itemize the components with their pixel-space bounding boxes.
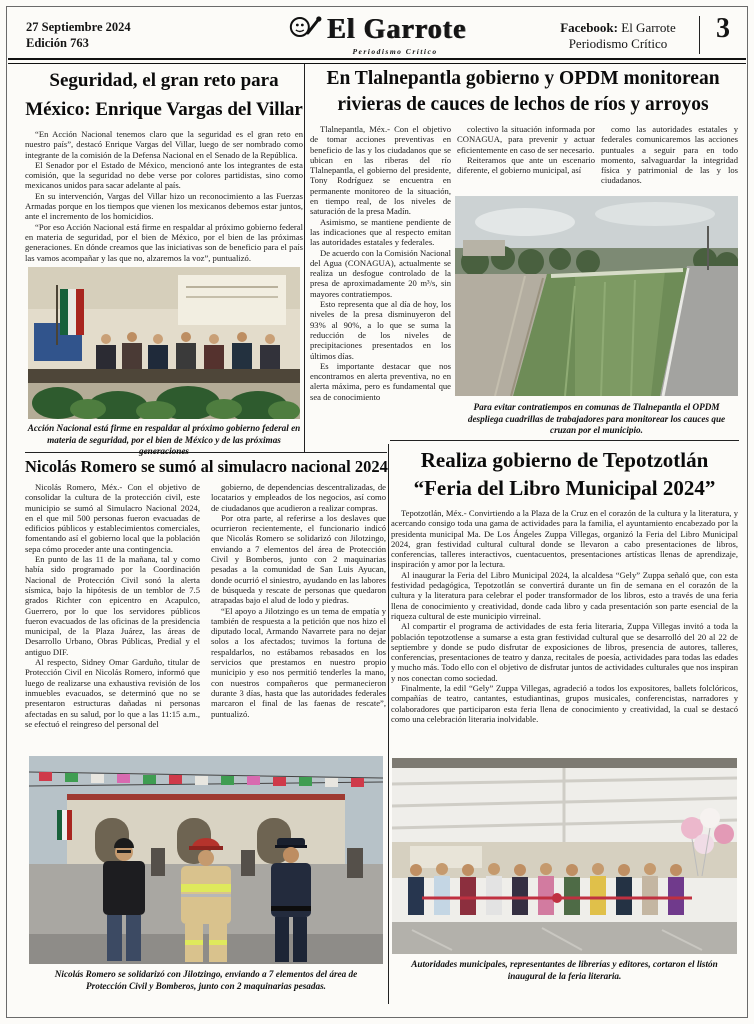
facebook-label: Facebook:	[560, 20, 618, 35]
seguridad-photo-caption: Acción Nacional está firme en respaldar al próximo gobierno federal en materia de seguridad, por el bien de México y de las próximas generaciones	[27, 423, 301, 457]
firefighters-photo-caption: Nicolás Romero se solidarizó con Jilotzingo, enviando a 7 elementos del área de Protección Civil y Bomberos, junto con 2 maquinarias pesadas.	[54, 969, 358, 991]
paragraph: Al respecto, Sidney Omar Garduño, titular de Protección Civil en Nicolás Romero, informó que luego de realizarse una exhaustiva revisión de los inmuebles evacuados, se determinó que no se presentaron estructuras dañadas ni personas afectadas en su salud, por lo que a las 11:15 a.m., se efectuó el reingreso del personal del	[25, 657, 200, 729]
article-nicolas-romero	[25, 456, 387, 992]
paragraph: Esto representa que al día de hoy, los niveles de la presa disminuyeron del 93% al 90%, a lo que se suma la reducción de los niveles de precipitaciones presentados en los últimos días.	[310, 299, 451, 361]
paragraph: De acuerdo con la Comisión Nacional del Agua (CONAGUA), actualmente se realiza un desfogue controlado de la presa de aproximadamente 20 m³/s, sin mayores contratiempos.	[310, 247, 451, 299]
article-tepotzotlan-body	[391, 508, 738, 754]
river-photo-caption: Para evitar contratiempos en comunas de Tlalnepantla el OPDM despliega cuadrillas de trabajadores para monitorear los cauces que cruzan por el municipio.	[467, 402, 726, 436]
paragraph: Tlalnepantla, Méx.- Con el objetivo de tomar acciones preventivas en beneficio de las y los ciudadanos que se ubican en las riberas del río Tlalnepantla, el gobierno del presidente, Tony Rodríguez se encuentra en permanente monitoreo de la situación, en tiempo real, de los niveles de saturación de la presa Madín.	[310, 124, 451, 217]
paragraph: gobierno, de dependencias descentralizadas, de locatarios y empleados de los negocios, así como de ciudadanos que acudieron a realizar compras.	[211, 482, 386, 513]
paragraph: colectivo la situación informada por CONAGUA, para prevenir y actuar eficientemente en caso de ser necesario.	[457, 124, 595, 155]
firefighters-photo	[29, 756, 383, 964]
page-number: 3	[716, 13, 730, 44]
facebook-subtitle: Periodismo Crítico	[568, 36, 668, 52]
paragraph: En su intervención, Vargas del Villar hizo un reconocimiento a las Fuerzas Armadas porque en los tiempos que vienen los mexicanos debemos estar juntos, ante el incremento de los homicidios.	[25, 190, 303, 222]
masthead	[288, 13, 466, 56]
masthead-logo-icon	[288, 13, 322, 46]
article-tepotzotlan	[391, 446, 738, 982]
book-fair-photo-caption: Autoridades municipales, representantes de librerías y editores, cortaron el listón inaugural de la feria literaria.	[411, 959, 718, 981]
masthead-title: El Garrote	[326, 13, 467, 45]
paragraph: En punto de las 11 de la mañana, tal y como había sido programado por la Coordinación Nacional de Protección Civil sonó la alerta sísmica, bajo la hipótesis de un temblor de 7.5 grados Richter con epicentro en Acapulco, Guerrero, por lo que los servidores públicos fueron evacuados de las oficinas de la presidencia municipal, de la Plaza Juárez, las áreas de Desarrollo Urbano, Obras Públicas, Predial y el antiguo DIF.	[25, 554, 200, 657]
column-divider-right	[388, 444, 389, 1004]
article-tepotzotlan-title	[391, 446, 738, 502]
column-divider-left	[304, 64, 305, 452]
title-line: Nicolás Romero se sumó al simulacro nacional 2024	[25, 457, 388, 476]
paragraph: “El apoyo a Jilotzingo es un tema de empatía y también de respuesta a la petición que nos hizo el diputado local, Armando Navarrete para no dejar solos a los afectados; tuvimos la fortuna de respaldarlos, no estábamos rebasados en los servicios que prestamos en nuestro propio municipio y eso nos permitió tenderles la mano, con nuestros compañeros que permanecieron durante 3 días, hasta que las autoridades federales marcaron el final de las faenas de rescate”, puntualizó.	[211, 605, 386, 719]
paragraph: Asimismo, se mantiene pendiente de las indicaciones que al respecto emitan las autoridades estatales y federales.	[310, 216, 451, 248]
book-fair-ribbon-photo	[392, 758, 737, 954]
issue-info	[26, 19, 131, 52]
paragraph: El Senador por el Estado de México, mencionó ante los integrantes de esta comisión, que la seguridad no debe verse por colores partidistas, sino como mexicanos unidos para sacar adelante al país.	[25, 159, 303, 191]
article-tlalnepantla-title	[308, 66, 738, 118]
title-line: En Tlalnepantla gobierno y OPDM monitorean	[326, 68, 720, 89]
title-line: Realiza gobierno de Tepotzotlán	[420, 448, 709, 472]
title-line: “Feria del Libro Municipal 2024”	[413, 476, 716, 500]
tlalnepantla-column-1	[310, 124, 451, 444]
paragraph: Tepotzotlán, Méx.- Convirtiendo a la Plaza de la Cruz en el corazón de la cultura y la literatura, y acercando consigo toda una gama de actividades para la familia, el ayuntamiento encabezado por la presidenta municipal Ma. De Los Ángeles Zuppa Villegas, organizó la Feria del Libro Municipal 2024, gran festividad cultural cultural donde se llevaron a cabo presentaciones de libros, conferencias, talleres interactivos, cuentacuentos, presentaciones artísticas llenas de aprendizaje, inspiración y amor por la lectura.	[391, 508, 738, 570]
paragraph: Es importante destacar que nos encontramos en alerta preventiva, no en alerta máxima, pero es fundamental que sea de conocimiento	[310, 360, 451, 402]
paragraph: como las autoridades estatales y federales comunicaremos las acciones puntuales a seguir para en todo momento, salvaguardar la integridad física y patrimonial de las y los ciudadanos.	[601, 124, 738, 186]
title-line: Seguridad, el gran reto para	[49, 70, 279, 91]
title-line: México: Enrique Vargas del Villar	[25, 99, 303, 120]
paragraph: Reiteramos que ante un escenario diferente, el gobierno municipal, así	[457, 154, 595, 176]
tlalnepantla-column-2	[457, 124, 595, 196]
paragraph: Finalmente, la edil “Gely” Zuppa Villegas, agradeció a todos los expositores, ballets folclóricos, compañías de teatro, cantantes, estudiantinas, grupos musicales, conferencistas, narradores y colaboradores que participaron esta feria llena de conocimiento y creatividad, la cual se destacó como una celebración literaria inolvidable.	[391, 683, 738, 724]
paragraph: “Por eso Acción Nacional está firme en respaldar al próximo gobierno federal en materia de seguridad, por el bien de México, por el bien de las próximas generaciones. En dónde creamos que las iniciativas son de beneficio para el país las vamos acompañar y las que no, alzaremos la voz”, puntualizó.	[25, 221, 303, 263]
paragraph: Nicolás Romero, Méx.- Con el objetivo de consolidar la cultura de la protección civil, este municipio se sumó al Simulacro Nacional 2024, en el que mil 500 personas fueron evacuadas de edificios públicos y establecimientos comerciales, fomentando así el gobierno local que la población sepa cómo proceder ante una contingencia.	[25, 482, 200, 554]
facebook-name: El Garrote	[621, 20, 676, 35]
paragraph: Por otra parte, al referirse a los deslaves que ocurrieron recientemente, el funcionario indicó que Nicolás Romero se solidarizó con Jilotzingo, enviando a 7 elementos del área de Protección Civil y Bomberos, junto con 2 maquinarias pesadas a la comunidad de San Luis Ayucan, donde ocurrió el siniestro, ayudando en las labores de búsqueda y rescate de personas que quedaron atrapadas bajo el alud de lodo y piedras.	[211, 512, 386, 606]
article-seguridad	[25, 66, 303, 458]
seguridad-conference-photo	[28, 267, 300, 419]
paragraph: Al inaugurar la Feria del Libro Municipal 2024, la alcaldesa “Gely” Zuppa señaló que, con esta festividad pedagógica, Tepotzotlán se convertirá durante un fin de semana en el corazón de la cultura y la literatura para celebrar el poder transformador de los libros, esto a través de una feria llena de conocimiento y creatividad, donde cada libro y cada presentación son parte esencial de la riqueza cultural de este municipio virreinal.	[391, 569, 738, 621]
header-divider	[699, 16, 700, 54]
article-nicolas-title	[25, 456, 387, 478]
article-seguridad-body	[25, 129, 303, 263]
issue-date: 27 Septiembre 2024	[26, 20, 131, 34]
title-line: rivieras de cauces de lechos de ríos y arroyos	[337, 94, 709, 115]
paragraph: Al compartir el programa de actividades de esta feria literaria, Zuppa Villegas invitó a toda la población tepotzotlense a sumarse a esta gran festividad cultural que se desarrolló del 20 al 22 de septiembre y donde se pudo disfrutar de exposiciones de libros, presencia de autores, talleres, conferencias, presentaciones de teatro y danza, recitales de poesía, actividades para todas las edades y mucho más. Todo ello con el objetivo de disfrutar juntos de actividades culturales que nos inspiran y nos conectan como sociedad.	[391, 621, 738, 683]
issue-edition: Edición 763	[26, 36, 89, 51]
masthead-subtitle: Periodismo Crítico	[352, 47, 438, 56]
river-canal-photo	[455, 196, 738, 396]
nicolas-column-2	[211, 482, 386, 750]
header-rule	[8, 58, 746, 64]
article-seguridad-title	[25, 66, 303, 124]
tlalnepantla-column-3	[601, 124, 738, 196]
paragraph: “En Acción Nacional tenemos claro que la seguridad es el gran reto en nuestro país”, destacó Enrique Vargas del Villar, luego de ser nombrado como integrante de la comisión de la Defensa Nacional en el Senado de la República.	[25, 129, 303, 160]
facebook-info	[540, 20, 696, 53]
nicolas-column-1	[25, 482, 200, 750]
